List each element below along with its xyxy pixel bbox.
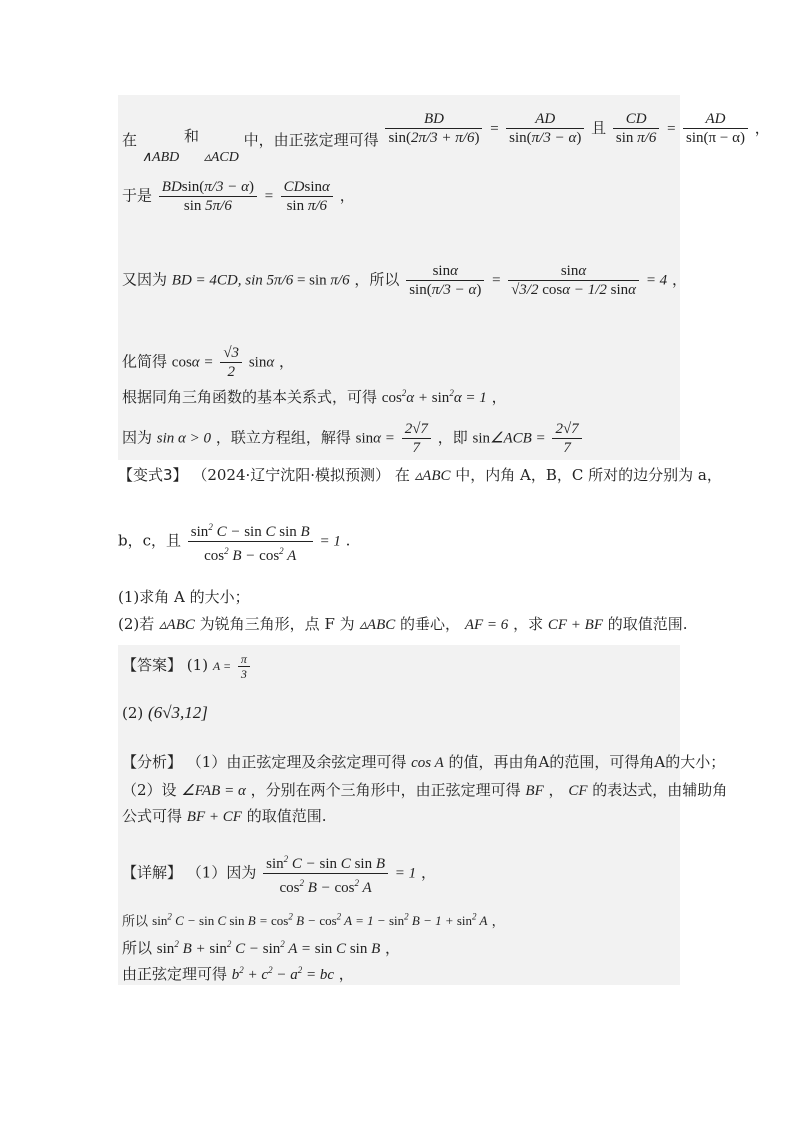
fraction: $\frac{\sin\alpha}{\sin(\pi/3 - \alpha)}$ — [406, 262, 484, 299]
condition: BD = 4CD, sin — [171, 272, 263, 289]
text: 且 — [591, 118, 607, 137]
text: 和 — [184, 126, 200, 145]
question-source: （2024·辽宁沈阳·模拟预测） — [192, 466, 391, 484]
text: ， — [671, 270, 687, 289]
text: b，c，且 — [118, 531, 182, 550]
text: 所以 — [122, 939, 153, 957]
text: 的垂心， — [400, 615, 461, 633]
fraction: $\frac{CDsin\alpha}{\text{sin π/6}}$ — [281, 178, 333, 215]
solution-line-2: 于是 $\frac{BDsin(\pi/3 - \alpha)}{\sin 5\pi/6}$ = $\frac{CDsin\alpha}{\text{sin π/6}}$ ， — [122, 179, 355, 214]
text: ，求 — [513, 615, 544, 633]
fraction: $\frac{\sin^2 C - \sin C \sin B}{\cos^2 B - \cos^2 A}$ — [263, 850, 388, 897]
detail-tag: 【详解】 — [122, 863, 183, 882]
solution-line-6: 因为 sin α > 0 ，联立方程组，解得 sinα = $\frac{2√7}{7}$ ，即 sin∠ACB = $\frac{2√7}{7}$ — [122, 420, 584, 457]
text: 中，由正弦定理可得 — [243, 130, 379, 149]
text: 的取值范围. — [607, 615, 688, 633]
text: ，即 — [437, 428, 468, 447]
question-item-2: (2)若 ▵ABC 为锐角三角形，点 F 为 ▵ABC 的垂心， AF = 6 ，求 CF + BF 的取值范围. — [118, 615, 688, 633]
question-line-2: b，c，且 $\frac{\sin^2 C - \sin C \sin B}{\cos^2 B - \cos^2 A}$ = 1 . — [118, 518, 350, 565]
analysis-tag: 【分析】 — [122, 753, 183, 771]
text: ， — [491, 388, 507, 406]
fraction: $\frac{\sin^2 C - \sin C \sin B}{\cos^2 B - \cos^2 A}$ — [188, 518, 313, 565]
text: 于是 — [122, 186, 153, 205]
text: 由正弦定理可得 — [122, 965, 228, 983]
solution-line-4: 化简得 cosα = $\frac{√3}{2}$ sinα ， — [122, 345, 295, 380]
text: (1)求角 A 的大小； — [118, 588, 250, 606]
text: (2)若 — [118, 615, 155, 633]
solution-line-1: 在 ∧ABD 和 ▵ACD 中，由正弦定理可得 $\frac{BD}{\sin(2\pi/3 + \pi/6)}$ = $\frac{AD}{\sin(\pi/3 - \alpha)}$ 且 $\frac{CD}{\text{sin π/6}}$ = $\frac{AD}{\sin(\pi - \alpha)}$ ， — [122, 111, 770, 165]
fraction: $\frac{2√7}{7}$ — [402, 420, 431, 457]
text: ， — [420, 863, 436, 882]
text: ，所以 — [354, 270, 400, 289]
text: 公式可得 — [122, 807, 183, 825]
text: 在 — [394, 466, 410, 484]
question-item-1 — [118, 587, 250, 607]
expression: BF + CF — [186, 809, 242, 825]
answer-line-1: 【答案】 (1) A = $\frac{\pi}{3}$ — [122, 652, 252, 681]
text: (1) — [186, 656, 209, 674]
text: ， — [754, 118, 770, 137]
expression: CF + BF — [547, 617, 603, 633]
text: ， — [279, 352, 295, 371]
expression: ∠FAB = α — [181, 783, 246, 799]
text: ，联立方程组，解得 — [215, 428, 351, 447]
text: ， — [338, 965, 354, 983]
analysis-line-2 — [122, 780, 727, 801]
text: (2) — [122, 704, 144, 722]
text: 中，内角 A，B，C 所对的边分别为 a， — [455, 466, 722, 484]
text: ， — [548, 781, 564, 799]
text: 为锐角三角形，点 F 为 — [199, 615, 355, 633]
fraction: $\frac{\sin\alpha}{√3/2 \cos\alpha - 1/2 \sin\alpha}$ — [508, 262, 639, 299]
analysis-line-1 — [122, 752, 725, 773]
question-tag: 【变式3】 — [118, 466, 188, 484]
triangle-acd: ▵ACD — [203, 149, 239, 165]
text: ，分别在两个三角形中，由正弦定理可得 — [250, 781, 521, 799]
text: ， — [385, 939, 401, 957]
text: 的取值范围. — [246, 807, 327, 825]
solution-line-3: 又因为 BD = 4CD, sin 5π/6 = sin π/6 ，所以 $\frac{\sin\alpha}{\sin(\pi/3 - \alpha)}$ = $\frac{\sin\alpha}{√3/2 \cos\alpha - 1/2 \sin\alpha}$ = 4 ， — [122, 263, 687, 298]
text: 的值，再由角A的范围，可得角A的大小； — [448, 753, 726, 771]
fraction: $\frac{2√7}{7}$ — [552, 420, 581, 457]
text: 根据同角三角函数的基本关系式，可得 — [122, 388, 378, 406]
text: 在 — [122, 130, 138, 149]
text: 化简得 — [122, 352, 168, 371]
text: （1）因为 — [186, 863, 257, 882]
triangle-abd: ∧ABD — [141, 149, 180, 165]
analysis-line-3 — [122, 806, 326, 827]
detail-line-3: 所以 $\sin^2 B + \sin^2 C - \sin^2 A = \sin C$ sin B ， — [122, 939, 401, 957]
condition: sin α > 0 — [156, 430, 212, 447]
text: （1）由正弦定理及余弦定理可得 — [186, 753, 407, 771]
condition: AF = 6 — [464, 617, 509, 633]
detail-line-1: 【详解】 （1）因为 $\frac{\sin^2 C - \sin C \sin B}{\cos^2 B - \cos^2 A}$ = 1 ， — [122, 850, 436, 897]
triangle-abc: ▵ABC — [414, 468, 451, 484]
fraction: $\frac{BD}{\sin(2\pi/3 + \pi/6)}$ — [385, 110, 482, 147]
text: （2）设 — [122, 781, 177, 799]
text: 的表达式，由辅助角 — [592, 781, 728, 799]
text: 又因为 — [122, 270, 168, 289]
fraction: $\frac{BDsin(\pi/3 - \alpha)}{\sin 5\pi/6}$ — [159, 178, 257, 215]
fraction: $\frac{CD}{\text{sin π/6}}$ — [613, 110, 659, 147]
detail-line-4: 由正弦定理可得 $b^2 + c^2 - a^2$ = bc ， — [122, 965, 354, 983]
text: 因为 — [122, 428, 153, 447]
text: ， — [491, 914, 505, 930]
expression: BF — [525, 783, 544, 799]
question-line-1 — [118, 465, 722, 486]
answer-line-2: (2) (6√3,12] — [122, 703, 208, 722]
solution-line-5: 根据同角三角函数的基本关系式，可得 $\cos^2\alpha + \sin^2\alpha = 1$ ， — [122, 388, 507, 406]
equation-value: = 4 — [645, 272, 668, 289]
text: ， — [339, 186, 355, 205]
fraction: $\frac{AD}{\sin(\pi - \alpha)}$ — [683, 110, 748, 147]
detail-line-2: 所以 $\sin^2 C - \sin C$ $\sin B = \cos^2 B - \cos^2 A = 1 - \sin^2 B - 1 + \sin^2 A$ ， — [122, 912, 505, 930]
fraction: $\frac{√3}{2}$ — [220, 344, 242, 381]
expression: CF — [568, 783, 588, 799]
text: 所以 — [122, 914, 149, 930]
text: . — [345, 531, 351, 550]
answer-tag: 【答案】 — [122, 656, 183, 674]
fraction: $\frac{AD}{\sin(\pi/3 - \alpha)}$ — [506, 110, 584, 147]
expression: cos A — [411, 755, 444, 771]
